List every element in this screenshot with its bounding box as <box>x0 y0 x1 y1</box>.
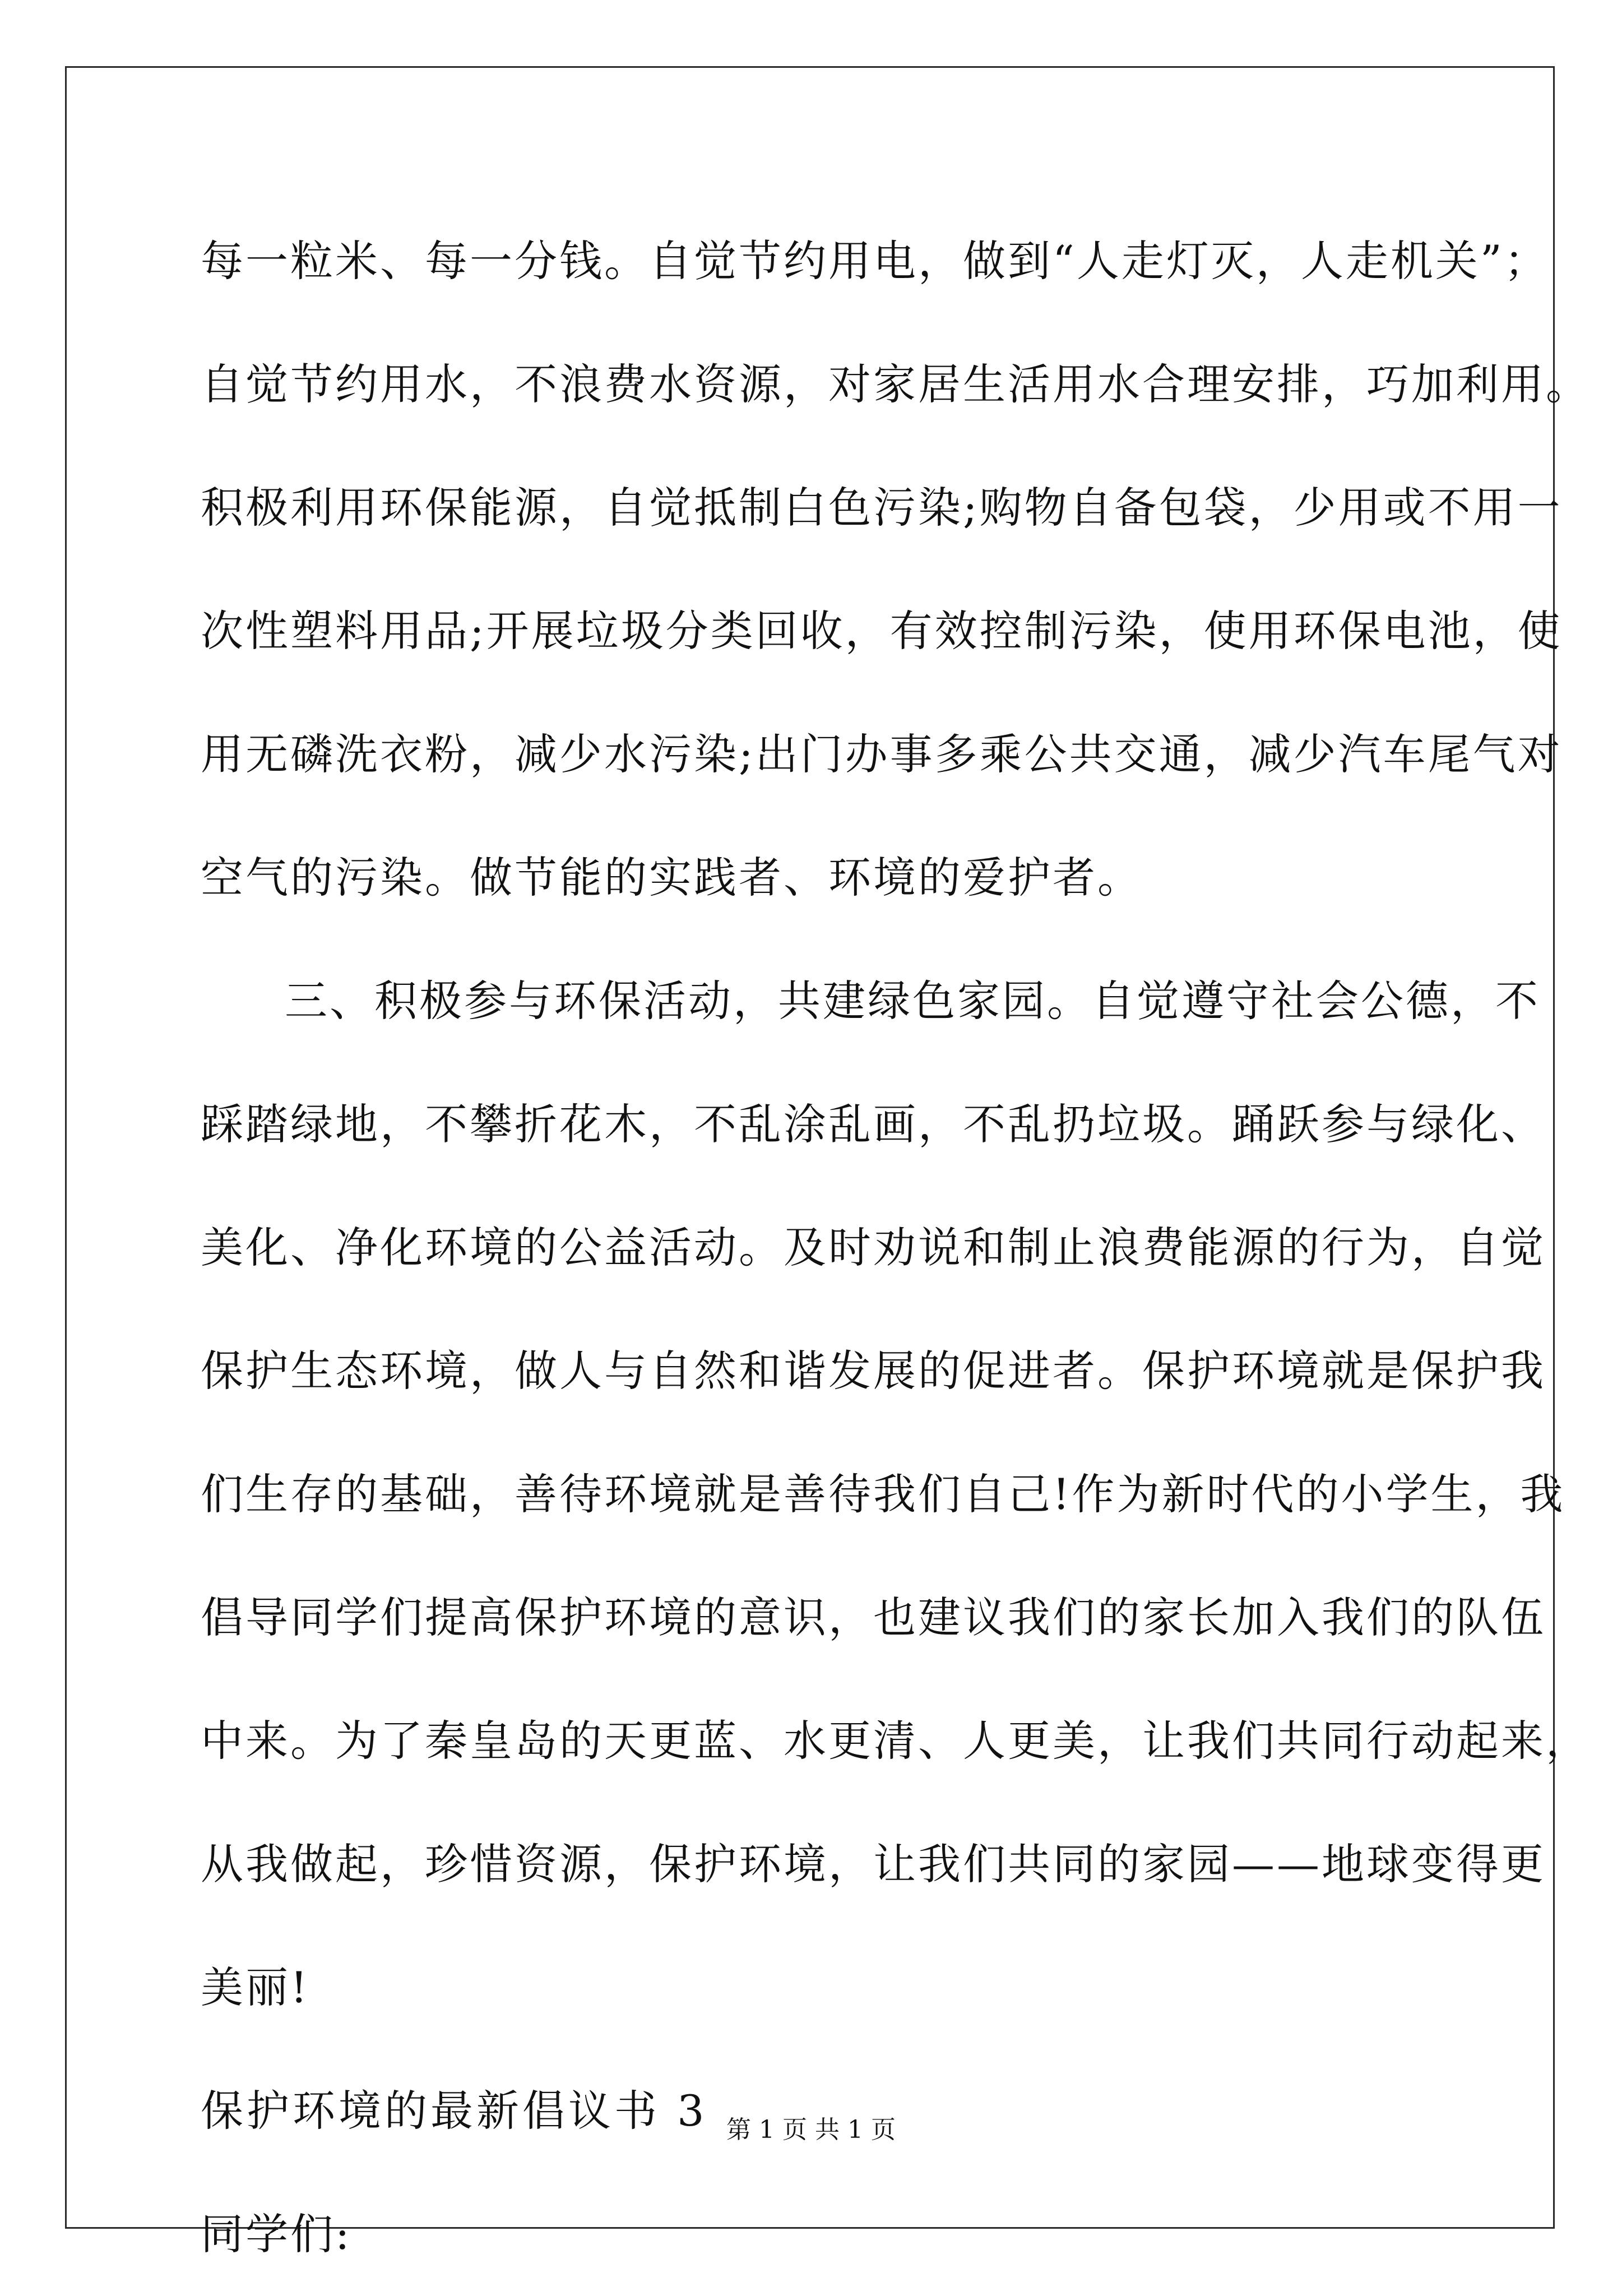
body-line: 用无磷洗衣粉，减少水污染;出门办事多乘公共交通，减少汽车尾气对 <box>201 729 1563 779</box>
body-line: 中来。为了秦皇岛的天更蓝、水更清、人更美，让我们共同行动起来， <box>201 1716 1591 1766</box>
salutation: 同学们: <box>201 2209 352 2259</box>
paragraph-start-line: 三、积极参与环保活动，共建绿色家园。自觉遵守社会公德，不 <box>285 976 1540 1026</box>
body-line: 美丽! <box>201 1962 310 2012</box>
section-title: 保护环境的最新倡议书 3 <box>201 2086 708 2136</box>
body-line: 保护生态环境，做人与自然和谐发展的促进者。保护环境就是保护我 <box>201 1346 1546 1396</box>
body-line: 积极利用环保能源，自觉抵制白色污染;购物自备包袋，少用或不用一 <box>201 483 1563 533</box>
body-line: 每一粒米、每一分钱。自觉节约用电，做到“人走灯灭，人走机关”； <box>201 236 1549 286</box>
body-line: 从我做起，珍惜资源，保护环境，让我们共同的家园——地球变得更 <box>201 1839 1546 1889</box>
body-line: 倡导同学们提高保护环境的意识，也建议我们的家长加入我们的队伍 <box>201 1593 1546 1642</box>
body-line: 自觉节约用水，不浪费水资源，对家居生活用水合理安排，巧加利用。 <box>201 359 1591 409</box>
page-number-footer: 第 1 页 共 1 页 <box>726 2116 896 2144</box>
body-line: 们生存的基础，善待环境就是善待我们自己!作为新时代的小学生，我 <box>201 1469 1565 1519</box>
document-body <box>201 200 1591 2296</box>
body-line: 空气的污染。做节能的实践者、环境的爱护者。 <box>201 853 1142 902</box>
body-line: 美化、净化环境的公益活动。及时劝说和制止浪费能源的行为，自觉 <box>201 1223 1546 1272</box>
body-line: 踩踏绿地，不攀折花木，不乱涂乱画，不乱扔垃圾。踊跃参与绿化、 <box>201 1099 1546 1149</box>
body-line: 次性塑料用品;开展垃圾分类回收，有效控制污染，使用环保电池，使 <box>201 606 1563 656</box>
